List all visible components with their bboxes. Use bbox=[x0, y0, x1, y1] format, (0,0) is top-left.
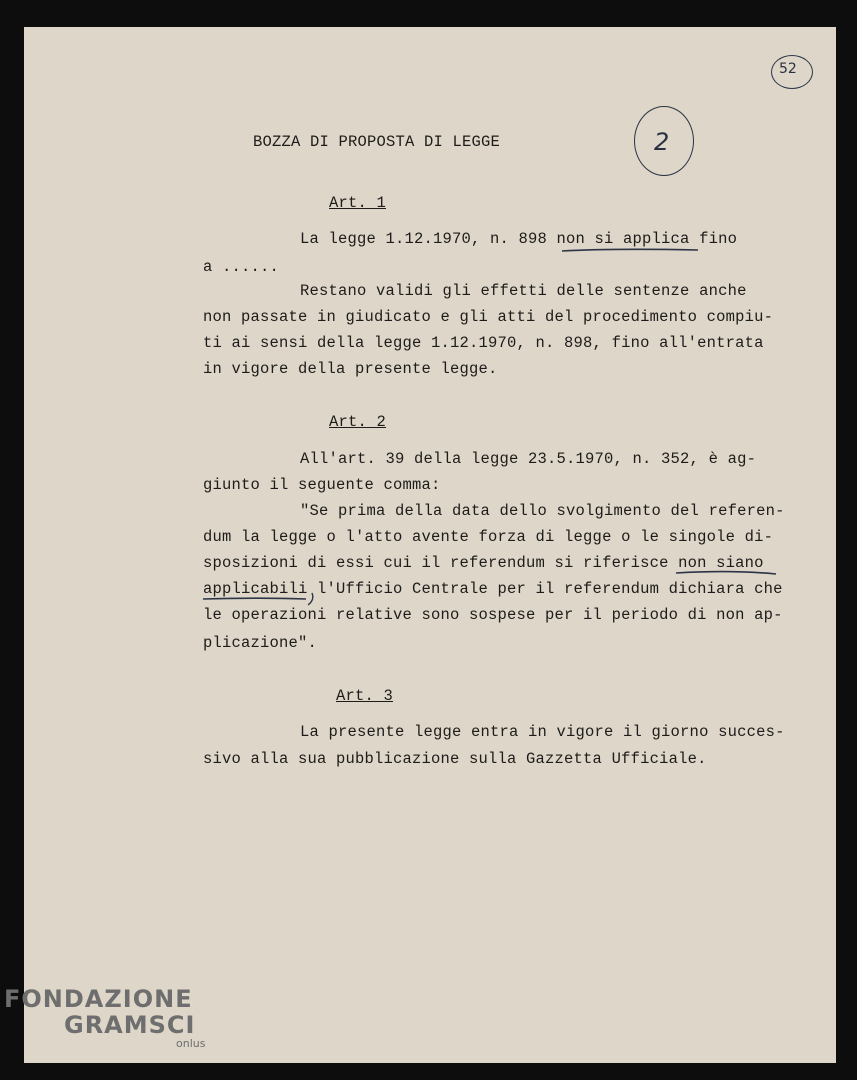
watermark-line-2: GRAMSCI bbox=[64, 1011, 196, 1039]
art3-line-2: sivo alla sua pubblicazione sulla Gazzetta Ufficiale. bbox=[203, 750, 707, 768]
art1-line-1: La legge 1.12.1970, n. 898 non si applica fino bbox=[300, 230, 738, 248]
art3-line-1: La presente legge entra in vigore il giorno succes- bbox=[300, 723, 785, 741]
art3-heading: Art. 3 bbox=[336, 687, 394, 705]
watermark-line-1: FONDAZIONE bbox=[4, 985, 193, 1013]
art2-line-8: plicazione". bbox=[203, 634, 318, 652]
art1-line-3: Restano validi gli effetti delle sentenze anche bbox=[300, 282, 747, 300]
art2-line-1: All'art. 39 della legge 23.5.1970, n. 352, è ag- bbox=[300, 450, 757, 468]
page-mark: 2 bbox=[654, 128, 670, 156]
art2-line-5: sposizioni di essi cui il referendum si riferisce non siano bbox=[203, 554, 764, 572]
art1-line-4: non passate in giudicato e gli atti del procedimento compiu- bbox=[203, 308, 774, 326]
art1-line-2: a ...... bbox=[203, 258, 280, 276]
archive-number: 52 bbox=[779, 61, 797, 77]
art2-line-7: le operazioni relative sono sospese per il periodo di non ap- bbox=[203, 606, 783, 624]
art2-line-2: giunto il seguente comma: bbox=[203, 476, 441, 494]
art2-line-6: applicabili l'Ufficio Centrale per il referendum dichiara che bbox=[203, 580, 783, 598]
art2-heading: Art. 2 bbox=[329, 413, 387, 431]
art2-line-3: "Se prima della data dello svolgimento del referen- bbox=[300, 502, 785, 520]
watermark-line-3: onlus bbox=[176, 1037, 206, 1050]
document-title: BOZZA DI PROPOSTA DI LEGGE bbox=[253, 133, 501, 151]
watermark-logo bbox=[4, 986, 205, 1050]
art1-heading: Art. 1 bbox=[329, 194, 387, 212]
art2-line-4: dum la legge o l'atto avente forza di legge o le singole di- bbox=[203, 528, 774, 546]
art1-line-5: ti ai sensi della legge 1.12.1970, n. 898, fino all'entrata bbox=[203, 334, 764, 352]
art1-line-6: in vigore della presente legge. bbox=[203, 360, 498, 378]
